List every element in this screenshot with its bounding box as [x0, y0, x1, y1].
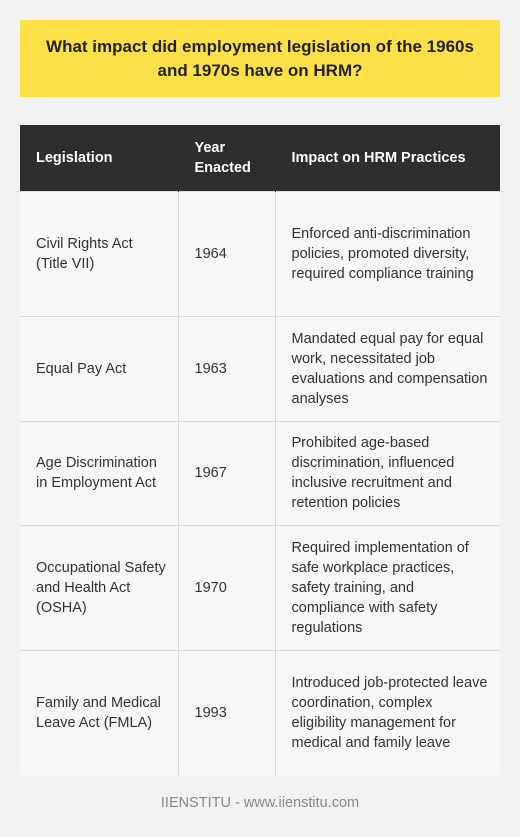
table-row — [20, 421, 500, 525]
legislation-cell: Occupational Safety and Health Act (OSHA) — [20, 525, 178, 650]
year-cell: 1970 — [178, 525, 275, 650]
table-row — [20, 316, 500, 421]
title-banner — [20, 20, 500, 97]
table-row — [20, 525, 500, 650]
impact-cell: Mandated equal pay for equal work, necessitated job evaluations and compensation analyses — [275, 316, 500, 421]
legislation-cell: Family and Medical Leave Act (FMLA) — [20, 650, 178, 775]
year-cell: 1993 — [178, 650, 275, 775]
table-header-row — [20, 125, 500, 191]
impact-cell: Required implementation of safe workplace practices, safety training, and compliance with safety regulations — [275, 525, 500, 650]
year-cell: 1967 — [178, 421, 275, 525]
impact-cell: Enforced anti-discrimination policies, promoted diversity, required compliance training — [275, 191, 500, 316]
legislation-cell: Equal Pay Act — [20, 316, 178, 421]
table-row — [20, 650, 500, 775]
year-cell: 1964 — [178, 191, 275, 316]
page-title: What impact did employment legislation of the 1960s and 1970s have on HRM? — [46, 36, 474, 80]
table-row — [20, 191, 500, 316]
year-cell: 1963 — [178, 316, 275, 421]
legislation-cell: Civil Rights Act (Title VII) — [20, 191, 178, 316]
column-header-year: Year Enacted — [178, 125, 275, 191]
impact-cell: Prohibited age-based discrimination, influenced inclusive recruitment and retention policies — [275, 421, 500, 525]
legislation-cell: Age Discrimination in Employment Act — [20, 421, 178, 525]
footer-text: IIENSTITU - www.iienstitu.com — [160, 795, 360, 811]
column-header-impact: Impact on HRM Practices — [275, 125, 500, 191]
legislation-table — [20, 125, 500, 775]
column-header-legislation: Legislation — [36, 149, 113, 166]
impact-cell: Introduced job-protected leave coordination, complex eligibility management for medical and family leave — [275, 650, 500, 775]
